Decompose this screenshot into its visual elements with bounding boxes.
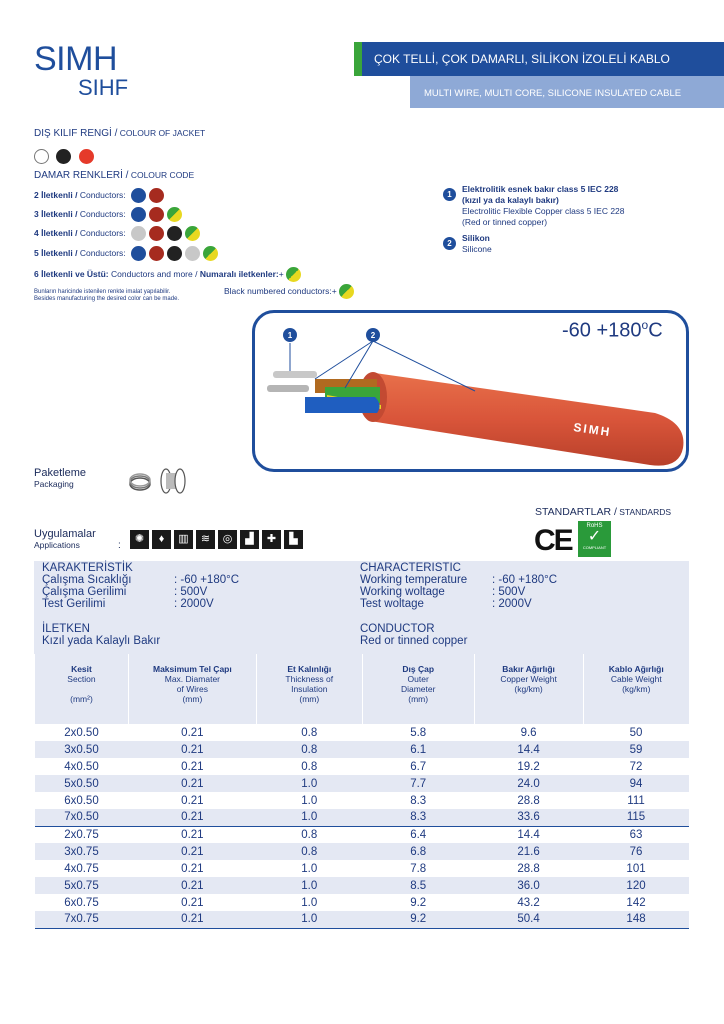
jacket-swatch-black: [56, 149, 71, 164]
legend-title: Silikon: [462, 233, 490, 243]
table-cell: 0.21: [128, 843, 256, 860]
conductor-title-en: CONDUCTOR: [360, 623, 435, 635]
colour-row-label-en: Conductors:: [77, 247, 126, 258]
table-cell: 63: [629, 828, 643, 841]
table-row: [35, 826, 690, 843]
conductor-title-tr: İLETKEN: [42, 623, 90, 635]
table-row: [35, 758, 690, 775]
legend-title: Elektrolitik esnek bakır class 5 IEC 228: [462, 184, 619, 194]
callout-line-2a: [315, 341, 373, 379]
table-cell: 0.21: [181, 896, 204, 909]
table-cell: 14.4: [517, 828, 540, 841]
jacket-colour-heading: [34, 128, 205, 139]
table-cell: 6.8: [362, 843, 474, 860]
table-cell: 115: [583, 809, 689, 826]
table-row: [35, 809, 690, 826]
table-cell: 14.4: [474, 741, 583, 758]
six-label-en: Conductors and more /: [108, 268, 200, 279]
swatch-green-yellow: [286, 267, 301, 282]
table-cell: 1.0: [301, 896, 318, 909]
table-cell: 7.8: [410, 862, 427, 875]
colour-code-heading: [34, 170, 194, 181]
char-row: [360, 598, 557, 610]
char-value: : -60 +180°C: [492, 574, 558, 586]
table-cell: 8.3: [362, 809, 474, 826]
cable-print: SIMH: [572, 420, 613, 440]
table-cell: 5.8: [410, 726, 427, 739]
header-en1: Section: [67, 674, 96, 684]
char-label: Test woltage: [360, 598, 424, 610]
rohs-badge: [578, 521, 611, 557]
temperature-value: -60 +180: [562, 319, 642, 342]
bulb-icon: ♦: [152, 530, 171, 549]
legend-desc: Silicone: [462, 244, 492, 254]
packaging-icons: [128, 467, 190, 500]
table-cell: 142: [626, 896, 646, 909]
table-cell: 1.0: [301, 862, 318, 875]
char-value: : -60 +180°C: [174, 574, 240, 586]
table-cell: 33.6: [474, 809, 583, 826]
header-en3: (mm): [408, 694, 429, 704]
banner-turkish: ÇOK TELLİ, ÇOK DAMARLI, SİLİKON İZOLELİ KABLO: [354, 42, 724, 76]
check-icon: ✓: [587, 528, 602, 545]
lighting-icon: ✺: [130, 530, 149, 549]
ce-mark: CE: [534, 524, 572, 557]
legend-desc: Electrolitic Flexible Copper class 5 IEC 228: [462, 206, 625, 216]
table-cell: 2x0.75: [64, 828, 99, 841]
colour-code-title-en: COLOUR CODE: [128, 170, 195, 180]
black-numbered-label: Black numbered conductors:: [224, 285, 332, 296]
degree-sign: o: [641, 318, 649, 332]
table-cell: 0.8: [256, 843, 362, 860]
table-cell: 7x0.75: [35, 911, 129, 928]
header-en3: (mm): [182, 694, 203, 704]
table-row: [35, 911, 690, 928]
table-cell: 3x0.50: [35, 741, 129, 758]
char-label: Working woltage: [360, 586, 445, 598]
table-cell: 50: [629, 726, 643, 739]
table-cell: 19.2: [517, 760, 540, 773]
header-en1: Copper Weight: [500, 674, 557, 684]
table-cell: 5x0.50: [35, 775, 129, 792]
numbered-label: Numaralı iletkenler:: [199, 268, 279, 279]
colour-row-5: [34, 246, 221, 261]
table-cell: 0.21: [181, 760, 204, 773]
heating-coil-icon: ≋: [196, 530, 215, 549]
table-cell: 1.0: [256, 877, 362, 894]
application-icons: [130, 530, 306, 549]
colour-row-label-en: Conductors:: [77, 189, 126, 200]
table-cell: 4x0.75: [64, 862, 99, 875]
table-cell: 0.21: [128, 775, 256, 792]
table-cell: 111: [627, 794, 645, 807]
packaging-tr: Paketleme: [34, 467, 86, 479]
swatch-grey: [131, 226, 146, 241]
table-row: [35, 792, 690, 809]
colour-row-label-tr: 3 İletkenli /: [34, 208, 78, 219]
colour-row-3: [34, 207, 185, 222]
jacket-title-en: COLOUR OF JACKET: [117, 128, 206, 138]
plus-sign: +: [331, 285, 337, 296]
callout-num-1: 1: [287, 331, 293, 340]
characteristic-section: [34, 561, 689, 654]
table-cell: 36.0: [474, 877, 583, 894]
jacket-swatch-white: [34, 149, 49, 164]
header-tr: Kablo Ağırlığı: [608, 664, 664, 674]
table-cell: 0.8: [301, 760, 318, 773]
char-value: : 500V: [492, 586, 526, 598]
table-cell: 28.8: [517, 862, 540, 875]
swatch-brown: [149, 188, 164, 203]
table-cell: 9.2: [410, 896, 427, 909]
table-cell: 76: [583, 843, 689, 860]
standards-en: STANDARDS: [616, 507, 672, 517]
vehicle-icon: ▙: [284, 530, 303, 549]
char-value: : 2000V: [174, 598, 214, 610]
table-cell: 0.21: [128, 877, 256, 894]
standards-heading: [535, 506, 671, 518]
colour-row-2: [34, 188, 167, 203]
header-tr: Bakır Ağırlığı: [502, 664, 555, 674]
applications-label: [34, 528, 96, 550]
characteristic-title-tr: KARAKTERİSTİK: [42, 562, 133, 574]
product-subtitle: SIHF: [78, 75, 129, 100]
table-cell: 1.0: [301, 794, 318, 807]
legend-item-1: [443, 184, 683, 227]
table-column-header: [362, 654, 474, 724]
table-cell: 0.21: [181, 828, 204, 841]
table-cell: 6x0.50: [64, 794, 99, 807]
conductor-en: Red or tinned copper: [360, 635, 468, 647]
colour-code-title-tr: DAMAR RENKLERİ /: [34, 170, 129, 181]
char-row: [42, 574, 239, 586]
char-row: [360, 574, 557, 586]
header-en2: of Wires: [176, 684, 208, 694]
table-cell: 0.21: [128, 741, 256, 758]
table-cell: 50.4: [474, 911, 583, 928]
temperature-range: [562, 318, 663, 343]
table-cell: 7.7: [362, 775, 474, 792]
header-tr: Et Kalınlığı: [287, 664, 332, 674]
table-cell: 0.8: [301, 726, 318, 739]
header-en1: Cable Weight: [610, 674, 662, 684]
jacket-swatches: [34, 148, 97, 166]
legend-badge: 1: [443, 188, 456, 201]
core-blue: [305, 397, 380, 413]
table-cell: 0.21: [181, 862, 204, 875]
coil-reel-icon: [128, 467, 190, 495]
table-column-header: [256, 654, 362, 724]
swatch-green-yellow: [203, 246, 218, 261]
table-cell: 8.3: [410, 794, 427, 807]
swatch-brown: [149, 226, 164, 241]
swatch-blue: [131, 207, 146, 222]
table-cell: 0.8: [301, 828, 318, 841]
char-label: Working temperature: [360, 574, 468, 586]
table-cell: 101: [626, 862, 646, 875]
table-cell: 6.4: [410, 828, 427, 841]
rohs-text: RoHS: [586, 523, 603, 529]
table-cell: 94: [583, 775, 689, 792]
cable-jacket: [370, 373, 683, 466]
table-row: [35, 724, 690, 741]
table-column-header: [35, 654, 129, 724]
table-cell: 9.2: [362, 911, 474, 928]
table-cell: 120: [583, 877, 689, 894]
temperature-unit: C: [648, 319, 663, 342]
wire-end-2: [267, 385, 309, 392]
swatch-black: [167, 246, 182, 261]
char-value: : 2000V: [492, 598, 532, 610]
banner-english: MULTI WIRE, MULTI CORE, SILICONE INSULATED CABLE: [410, 76, 724, 108]
table-cell: 7x0.50: [35, 809, 129, 826]
six-label-tr: 6 İletkenli ve Üstü:: [34, 268, 109, 279]
spec-table: [34, 654, 689, 929]
header-en1: Max. Diamater: [164, 674, 220, 684]
swatch-black: [167, 226, 182, 241]
characteristic-title-en: CHARACTERISTIC: [360, 562, 461, 574]
characteristic-en: [360, 562, 557, 647]
stove-icon: ◎: [218, 530, 237, 549]
table-cell: 24.0: [474, 775, 583, 792]
table-cell: 6.1: [362, 741, 474, 758]
black-numbered-conductors: [224, 284, 357, 299]
colour-row-4: [34, 226, 203, 241]
table-row: [35, 877, 690, 894]
characteristic-tr: [42, 562, 239, 647]
char-label: Çalışma Sıcaklığı: [42, 574, 132, 586]
colour-row-label-tr: 2 İletkenli /: [34, 189, 78, 200]
swatch-grey: [185, 246, 200, 261]
swatch-green-yellow: [185, 226, 200, 241]
wire-end-1: [273, 371, 317, 378]
table-cell: 4x0.50: [64, 760, 99, 773]
table-cell: 1.0: [256, 809, 362, 826]
table-cell: 1.0: [256, 775, 362, 792]
table-row: [35, 860, 690, 877]
header-en2: Diameter: [400, 684, 436, 694]
plus-sign: +: [278, 268, 284, 279]
header-en2: Insulation: [291, 684, 328, 694]
product-title: SIMH: [34, 40, 117, 78]
char-label: Test Gerilimi: [42, 598, 106, 610]
header-en3: (mm²): [70, 694, 93, 704]
table-row: [35, 775, 690, 792]
table-header-row: [35, 654, 690, 724]
header-en2: (kg/km): [622, 684, 651, 694]
table-cell: 6.7: [410, 760, 427, 773]
heater-icon: ▥: [174, 530, 193, 549]
header-en1: Outer: [407, 674, 429, 684]
swatch-green-yellow: [167, 207, 182, 222]
welding-icon: ✚: [262, 530, 281, 549]
header-en1: Thickness of: [285, 674, 334, 684]
colour-note: [34, 289, 179, 303]
applications-en: Applications: [34, 540, 80, 550]
swatch-brown: [149, 207, 164, 222]
standards-tr: STANDARTLAR /: [535, 506, 617, 518]
header-tr: Kesit: [71, 664, 92, 674]
table-cell: 0.21: [128, 911, 256, 928]
colour-row-label-tr: 5 İletkenli /: [34, 247, 78, 258]
swatch-brown: [149, 246, 164, 261]
callout-num-2: 2: [370, 331, 376, 340]
char-row: [42, 586, 239, 598]
factory-icon: ▟: [240, 530, 259, 549]
legend-item-2: [443, 233, 683, 254]
conductor-tr: Kızıl yada Kalaylı Bakır: [42, 635, 161, 647]
table-cell: 9.6: [520, 726, 537, 739]
table-column-header: [583, 654, 689, 724]
legend-text: [462, 233, 492, 255]
table-cell: 2x0.50: [64, 726, 99, 739]
header-en2: (kg/km): [514, 684, 543, 694]
table-cell: 21.6: [474, 843, 583, 860]
applications-tr: Uygulamalar: [34, 528, 96, 540]
packaging-en: Packaging: [34, 479, 74, 489]
legend-text: [462, 184, 625, 228]
header-tr: Maksimum Tel Çapı: [153, 664, 232, 674]
colour-row-label-tr: 4 İletkenli /: [34, 227, 78, 238]
table-column-header: [128, 654, 256, 724]
legend-badge: 2: [443, 237, 456, 250]
table-column-header: [474, 654, 583, 724]
char-label: Çalışma Gerilimi: [42, 586, 127, 598]
swatch-green-yellow: [339, 284, 354, 299]
table-cell: 6x0.75: [64, 896, 99, 909]
table-cell: 5x0.75: [35, 877, 129, 894]
table-cell: 28.8: [517, 794, 540, 807]
table-cell: 43.2: [517, 896, 540, 909]
table-body: [35, 724, 690, 928]
header-en3: (mm): [299, 694, 320, 704]
table-row: [35, 741, 690, 758]
compliant-text: COMPLIANT: [582, 545, 607, 550]
colour-row-label-en: Conductors:: [77, 208, 126, 219]
swatch-blue: [131, 246, 146, 261]
packaging-label: [34, 467, 86, 489]
char-row: [42, 598, 239, 610]
table-cell: 59: [583, 741, 689, 758]
colon: :: [118, 540, 121, 551]
table-cell: 0.21: [128, 809, 256, 826]
table-row: [35, 843, 690, 860]
char-row: [360, 586, 557, 598]
table-cell: 3x0.75: [35, 843, 129, 860]
table-cell: 148: [583, 911, 689, 928]
colour-row-6-plus: [34, 267, 304, 282]
table-row: [35, 894, 690, 911]
jacket-title-tr: DIŞ KILIF RENGİ /: [34, 128, 118, 139]
header-tr: Dış Çap: [402, 664, 435, 674]
table-cell: 0.21: [181, 794, 204, 807]
colour-note-en: Besides manufacturing the desired color can be made.: [34, 296, 180, 302]
char-value: : 500V: [174, 586, 208, 598]
legend-desc2: (Red or tinned copper): [462, 217, 548, 227]
jacket-swatch-red: [79, 149, 94, 164]
colour-row-label-en: Conductors:: [77, 227, 126, 238]
table-cell: 0.8: [256, 741, 362, 758]
table-cell: 8.5: [362, 877, 474, 894]
colour-note-tr: Bunların haricinde istenilen renkte imalat yapılabilir.: [34, 289, 171, 295]
table-cell: 1.0: [256, 911, 362, 928]
swatch-blue: [131, 188, 146, 203]
table-cell: 0.21: [181, 726, 204, 739]
table-cell: 72: [629, 760, 643, 773]
legend-title2: (kızıl ya da kalaylı bakır): [462, 195, 559, 205]
